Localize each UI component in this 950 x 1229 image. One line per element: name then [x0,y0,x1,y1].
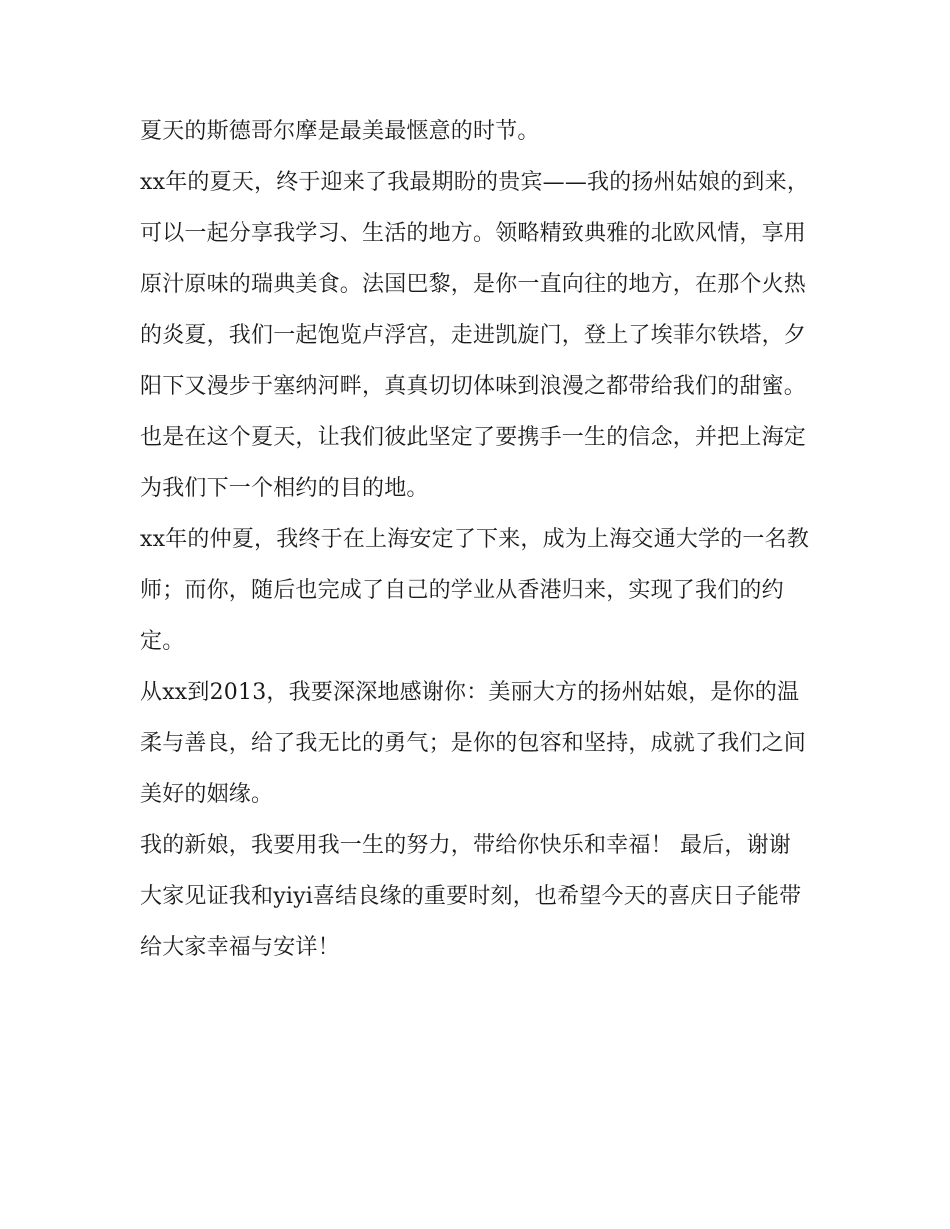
document-page [140,106,812,973]
paragraph-2: xx年的夏天，终于迎来了我最期盼的贵宾——我的扬州姑娘的到来，可以一起分享我学习、生活的地方。领略精致典雅的北欧风情，享用原汁原味的瑞典美食。法国巴黎，是你一直向往的地方，在那个火热的炎夏，我们一起饱览卢浮宫，走进凯旋门，登上了埃菲尔铁塔，夕阳下又漫步于塞纳河畔，真真切切体味到浪漫之都带给我们的甜蜜。也是在这个夏天，让我们彼此坚定了要携手一生的信念，并把上海定为我们下一个相约的目的地。 [140,170,810,501]
paragraph-1: 夏天的斯德哥尔摩是最美最惬意的时节。 [140,119,540,144]
paragraph-5: 我的新娘，我要用我一生的努力，带给你快乐和幸福！ 最后，谢谢大家见证我和yiyi喜结良缘的重要时刻，也希望今天的喜庆日子能带给大家幸福与安详！ [140,833,802,960]
paragraph-4: 从xx到2013，我要深深地感谢你：美丽大方的扬州姑娘，是你的温柔与善良，给了我无比的勇气；是你的包容和坚持，成就了我们之间美好的姻缘。 [140,680,807,807]
paragraph-3: xx年的仲夏，我终于在上海安定了下来，成为上海交通大学的一名教师；而你，随后也完成了自己的学业从香港归来，实现了我们的约定。 [140,527,810,654]
